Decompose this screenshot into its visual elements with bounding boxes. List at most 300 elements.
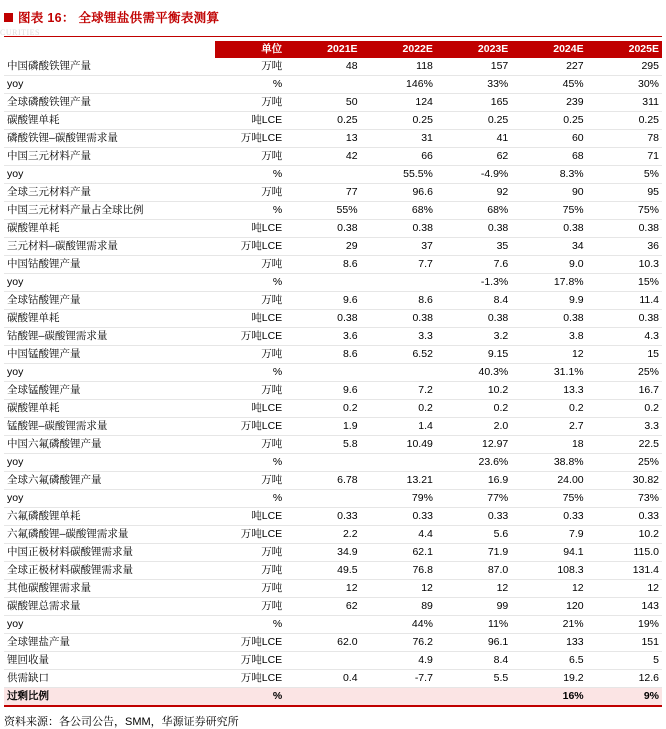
row-value: 8.6 bbox=[285, 256, 360, 274]
row-value: 55% bbox=[285, 202, 360, 220]
table-row bbox=[4, 400, 662, 418]
row-value: 49.5 bbox=[285, 562, 360, 580]
row-value: 21% bbox=[511, 616, 586, 634]
row-unit: 万吨 bbox=[215, 382, 285, 400]
row-value: 0.2 bbox=[285, 400, 360, 418]
table-row bbox=[4, 220, 662, 238]
row-value: 4.4 bbox=[361, 526, 436, 544]
row-value: 2.2 bbox=[285, 526, 360, 544]
row-value: 0.33 bbox=[285, 508, 360, 526]
table-row bbox=[4, 184, 662, 202]
row-unit: % bbox=[215, 688, 285, 706]
row-value: 13 bbox=[285, 130, 360, 148]
table-row bbox=[4, 292, 662, 310]
row-value: 96.1 bbox=[436, 634, 511, 652]
table-row bbox=[4, 238, 662, 256]
row-value: 11.4 bbox=[587, 292, 662, 310]
row-value: 10.2 bbox=[436, 382, 511, 400]
row-value: 12.97 bbox=[436, 436, 511, 454]
table-row bbox=[4, 688, 662, 706]
row-value bbox=[361, 274, 436, 292]
row-value: 8.6 bbox=[285, 346, 360, 364]
row-value: 151 bbox=[587, 634, 662, 652]
row-value: 16.9 bbox=[436, 472, 511, 490]
row-value: 3.2 bbox=[436, 328, 511, 346]
table-row bbox=[4, 508, 662, 526]
row-value: 34.9 bbox=[285, 544, 360, 562]
row-label: 全球六氟磷酸锂产量 bbox=[4, 472, 215, 490]
figure-title-wrap bbox=[0, 0, 666, 32]
source-note: 资料来源：各公司公告，SMM，华源证券研究所 bbox=[4, 716, 239, 728]
row-value: 5.8 bbox=[285, 436, 360, 454]
row-value: 10.3 bbox=[587, 256, 662, 274]
row-label: 碳酸锂单耗 bbox=[4, 112, 215, 130]
table-row bbox=[4, 310, 662, 328]
page-title: 图表 16： 全球锂盐供需平衡表测算 bbox=[18, 11, 220, 25]
row-value: 8.6 bbox=[361, 292, 436, 310]
row-value: 41 bbox=[436, 130, 511, 148]
row-value: 66 bbox=[361, 148, 436, 166]
row-value: 5% bbox=[587, 166, 662, 184]
row-unit: 万吨 bbox=[215, 580, 285, 598]
row-label: 全球三元材料产量 bbox=[4, 184, 215, 202]
table-row bbox=[4, 562, 662, 580]
row-unit: % bbox=[215, 364, 285, 382]
row-value bbox=[285, 166, 360, 184]
table-row bbox=[4, 346, 662, 364]
row-value: 239 bbox=[511, 94, 586, 112]
row-value: 0.38 bbox=[511, 310, 586, 328]
col-header-2022e: 2022E bbox=[361, 41, 436, 58]
table-row bbox=[4, 670, 662, 688]
row-value: 31.1% bbox=[511, 364, 586, 382]
table-bottom-divider bbox=[4, 706, 662, 707]
row-value: 55.5% bbox=[361, 166, 436, 184]
row-label: 供需缺口 bbox=[4, 670, 215, 688]
row-value: 9.15 bbox=[436, 346, 511, 364]
row-value: 5.5 bbox=[436, 670, 511, 688]
row-value: 10.2 bbox=[587, 526, 662, 544]
table-row bbox=[4, 526, 662, 544]
row-value: 0.25 bbox=[587, 112, 662, 130]
row-unit: 万吨 bbox=[215, 148, 285, 166]
row-value: 38.8% bbox=[511, 454, 586, 472]
row-value: 15% bbox=[587, 274, 662, 292]
row-value: 5.6 bbox=[436, 526, 511, 544]
row-unit: 万吨 bbox=[215, 544, 285, 562]
row-value: 48 bbox=[285, 58, 360, 76]
row-value: 227 bbox=[511, 58, 586, 76]
row-label: 中国六氟磷酸锂产量 bbox=[4, 436, 215, 454]
row-value: 133 bbox=[511, 634, 586, 652]
row-label: 过剩比例 bbox=[4, 688, 215, 706]
row-unit: 吨LCE bbox=[215, 220, 285, 238]
table-row bbox=[4, 130, 662, 148]
row-value: -1.3% bbox=[436, 274, 511, 292]
row-label: yoy bbox=[4, 616, 215, 634]
table-row bbox=[4, 598, 662, 616]
row-label: 中国三元材料产量 bbox=[4, 148, 215, 166]
row-value: 0.2 bbox=[511, 400, 586, 418]
row-value: 13.3 bbox=[511, 382, 586, 400]
row-value: 13.21 bbox=[361, 472, 436, 490]
row-label: 中国锰酸锂产量 bbox=[4, 346, 215, 364]
table-row bbox=[4, 202, 662, 220]
row-unit: 万吨LCE bbox=[215, 634, 285, 652]
table-row bbox=[4, 544, 662, 562]
row-value: 12 bbox=[285, 580, 360, 598]
row-value: 0.38 bbox=[361, 220, 436, 238]
row-unit: 万吨 bbox=[215, 184, 285, 202]
col-header-unit: 单位 bbox=[215, 41, 285, 58]
row-value: 62 bbox=[436, 148, 511, 166]
table-body bbox=[4, 58, 662, 706]
row-value: 143 bbox=[587, 598, 662, 616]
table-row bbox=[4, 580, 662, 598]
table-header-row bbox=[4, 41, 662, 58]
table-row bbox=[4, 382, 662, 400]
row-unit: 万吨 bbox=[215, 292, 285, 310]
row-unit: 吨LCE bbox=[215, 112, 285, 130]
table-row bbox=[4, 472, 662, 490]
row-value: 120 bbox=[511, 598, 586, 616]
row-unit: % bbox=[215, 454, 285, 472]
row-value: 12 bbox=[511, 580, 586, 598]
row-label: 全球磷酸铁锂产量 bbox=[4, 94, 215, 112]
row-value: 45% bbox=[511, 76, 586, 94]
row-unit: 万吨LCE bbox=[215, 526, 285, 544]
row-value: 0.25 bbox=[285, 112, 360, 130]
row-value: 7.2 bbox=[361, 382, 436, 400]
row-value: 0.38 bbox=[587, 310, 662, 328]
row-value: 42 bbox=[285, 148, 360, 166]
row-unit: 万吨 bbox=[215, 472, 285, 490]
row-value: 0.25 bbox=[361, 112, 436, 130]
row-value bbox=[361, 688, 436, 706]
title-divider bbox=[4, 36, 662, 37]
row-value bbox=[436, 688, 511, 706]
row-value: 77% bbox=[436, 490, 511, 508]
row-unit: 万吨LCE bbox=[215, 130, 285, 148]
row-value: 6.78 bbox=[285, 472, 360, 490]
row-label: 锂回收量 bbox=[4, 652, 215, 670]
row-value bbox=[285, 616, 360, 634]
row-value: 0.2 bbox=[361, 400, 436, 418]
table-row bbox=[4, 616, 662, 634]
table-row bbox=[4, 256, 662, 274]
row-label: 全球锰酸锂产量 bbox=[4, 382, 215, 400]
row-label: 中国钴酸锂产量 bbox=[4, 256, 215, 274]
row-value: 7.9 bbox=[511, 526, 586, 544]
table-row bbox=[4, 436, 662, 454]
row-value: 23.6% bbox=[436, 454, 511, 472]
row-label: 三元材料–碳酸锂需求量 bbox=[4, 238, 215, 256]
row-value: 0.2 bbox=[436, 400, 511, 418]
row-unit: 万吨 bbox=[215, 598, 285, 616]
table-row bbox=[4, 76, 662, 94]
row-value bbox=[285, 364, 360, 382]
table-row bbox=[4, 454, 662, 472]
supply-demand-table bbox=[4, 41, 662, 706]
row-value: 33% bbox=[436, 76, 511, 94]
row-label: yoy bbox=[4, 166, 215, 184]
row-unit: 万吨LCE bbox=[215, 418, 285, 436]
row-value: 124 bbox=[361, 94, 436, 112]
row-value: 8.4 bbox=[436, 292, 511, 310]
row-value: -4.9% bbox=[436, 166, 511, 184]
row-value: 95 bbox=[587, 184, 662, 202]
row-value: 9.6 bbox=[285, 382, 360, 400]
table-row bbox=[4, 328, 662, 346]
row-unit: 万吨LCE bbox=[215, 670, 285, 688]
row-value: 29 bbox=[285, 238, 360, 256]
row-value: 0.2 bbox=[587, 400, 662, 418]
row-value: 4.9 bbox=[361, 652, 436, 670]
row-unit: 万吨 bbox=[215, 346, 285, 364]
row-label: yoy bbox=[4, 490, 215, 508]
row-value bbox=[285, 274, 360, 292]
row-label: 六氟磷酸锂–碳酸锂需求量 bbox=[4, 526, 215, 544]
row-value: 131.4 bbox=[587, 562, 662, 580]
row-value: 19.2 bbox=[511, 670, 586, 688]
row-unit: % bbox=[215, 490, 285, 508]
row-value: 76.8 bbox=[361, 562, 436, 580]
row-value: 8.4 bbox=[436, 652, 511, 670]
row-unit: 万吨 bbox=[215, 562, 285, 580]
row-value: 8.3% bbox=[511, 166, 586, 184]
row-value: 19% bbox=[587, 616, 662, 634]
col-header-label bbox=[4, 41, 215, 58]
row-value: 3.3 bbox=[587, 418, 662, 436]
row-label: 碳酸锂总需求量 bbox=[4, 598, 215, 616]
table-row bbox=[4, 112, 662, 130]
row-value: 2.7 bbox=[511, 418, 586, 436]
table-row bbox=[4, 418, 662, 436]
row-value: 30% bbox=[587, 76, 662, 94]
row-value: 35 bbox=[436, 238, 511, 256]
row-value: 37 bbox=[361, 238, 436, 256]
row-value: 165 bbox=[436, 94, 511, 112]
row-label: yoy bbox=[4, 76, 215, 94]
row-value: 73% bbox=[587, 490, 662, 508]
row-value: 94.1 bbox=[511, 544, 586, 562]
row-value: 24.00 bbox=[511, 472, 586, 490]
row-value: 0.38 bbox=[285, 220, 360, 238]
row-value: 99 bbox=[436, 598, 511, 616]
row-unit: % bbox=[215, 616, 285, 634]
table-row bbox=[4, 490, 662, 508]
row-value: 40.3% bbox=[436, 364, 511, 382]
row-value: 11% bbox=[436, 616, 511, 634]
row-value: 1.4 bbox=[361, 418, 436, 436]
row-value: 0.33 bbox=[587, 508, 662, 526]
row-value: 146% bbox=[361, 76, 436, 94]
row-value: 79% bbox=[361, 490, 436, 508]
row-value: 7.6 bbox=[436, 256, 511, 274]
row-value: 0.25 bbox=[436, 112, 511, 130]
row-value: 62.1 bbox=[361, 544, 436, 562]
row-value: 10.49 bbox=[361, 436, 436, 454]
row-value: 75% bbox=[511, 202, 586, 220]
row-unit: 吨LCE bbox=[215, 400, 285, 418]
row-value bbox=[285, 454, 360, 472]
row-unit: 万吨LCE bbox=[215, 238, 285, 256]
row-value: 36 bbox=[587, 238, 662, 256]
row-value: 311 bbox=[587, 94, 662, 112]
col-header-2023e: 2023E bbox=[436, 41, 511, 58]
row-value: 22.5 bbox=[587, 436, 662, 454]
row-value: 0.38 bbox=[361, 310, 436, 328]
row-label: 磷酸铁锂–碳酸锂需求量 bbox=[4, 130, 215, 148]
row-unit: 万吨 bbox=[215, 58, 285, 76]
row-value: 62 bbox=[285, 598, 360, 616]
row-value: 1.9 bbox=[285, 418, 360, 436]
row-label: 中国磷酸铁锂产量 bbox=[4, 58, 215, 76]
table-row bbox=[4, 166, 662, 184]
table-row bbox=[4, 94, 662, 112]
row-value: 3.6 bbox=[285, 328, 360, 346]
row-unit: % bbox=[215, 166, 285, 184]
row-value: 0.38 bbox=[511, 220, 586, 238]
row-unit: % bbox=[215, 76, 285, 94]
row-value: 157 bbox=[436, 58, 511, 76]
row-label: 全球正极材料碳酸锂需求量 bbox=[4, 562, 215, 580]
row-value: 50 bbox=[285, 94, 360, 112]
row-value: 0.33 bbox=[436, 508, 511, 526]
row-value: 108.3 bbox=[511, 562, 586, 580]
table-row bbox=[4, 58, 662, 76]
row-unit: 万吨 bbox=[215, 436, 285, 454]
row-value: 68% bbox=[361, 202, 436, 220]
row-value bbox=[285, 652, 360, 670]
row-unit: 万吨 bbox=[215, 256, 285, 274]
row-label: 全球钴酸锂产量 bbox=[4, 292, 215, 310]
row-value: 115.0 bbox=[587, 544, 662, 562]
row-label: 全球锂盐产量 bbox=[4, 634, 215, 652]
row-label: 锰酸锂–碳酸锂需求量 bbox=[4, 418, 215, 436]
row-value: 71.9 bbox=[436, 544, 511, 562]
row-value: 78 bbox=[587, 130, 662, 148]
table-row bbox=[4, 364, 662, 382]
row-label: 碳酸锂单耗 bbox=[4, 400, 215, 418]
row-unit: 万吨LCE bbox=[215, 652, 285, 670]
row-value: 0.25 bbox=[511, 112, 586, 130]
row-value: 68% bbox=[436, 202, 511, 220]
row-value: 62.0 bbox=[285, 634, 360, 652]
row-label: 中国正极材料碳酸锂需求量 bbox=[4, 544, 215, 562]
row-value bbox=[285, 688, 360, 706]
row-label: 碳酸锂单耗 bbox=[4, 220, 215, 238]
row-value: 0.38 bbox=[436, 310, 511, 328]
row-label: 其他碳酸锂需求量 bbox=[4, 580, 215, 598]
row-label: 钴酸锂–碳酸锂需求量 bbox=[4, 328, 215, 346]
table-row bbox=[4, 634, 662, 652]
row-value: 118 bbox=[361, 58, 436, 76]
row-unit: 万吨 bbox=[215, 94, 285, 112]
row-value: 0.33 bbox=[511, 508, 586, 526]
row-label: 六氟磷酸锂单耗 bbox=[4, 508, 215, 526]
row-value: 15 bbox=[587, 346, 662, 364]
row-value: 4.3 bbox=[587, 328, 662, 346]
row-value: 0.4 bbox=[285, 670, 360, 688]
row-unit: 吨LCE bbox=[215, 508, 285, 526]
row-value: 9.6 bbox=[285, 292, 360, 310]
row-value: 60 bbox=[511, 130, 586, 148]
row-value: 12.6 bbox=[587, 670, 662, 688]
row-value: 9% bbox=[587, 688, 662, 706]
row-value: 0.33 bbox=[361, 508, 436, 526]
row-value: 12 bbox=[511, 346, 586, 364]
row-value: 68 bbox=[511, 148, 586, 166]
row-value: 71 bbox=[587, 148, 662, 166]
row-value: 25% bbox=[587, 364, 662, 382]
row-value: 3.8 bbox=[511, 328, 586, 346]
row-label: 中国三元材料产量占全球比例 bbox=[4, 202, 215, 220]
row-value: 12 bbox=[436, 580, 511, 598]
row-label: yoy bbox=[4, 454, 215, 472]
row-value: 5 bbox=[587, 652, 662, 670]
col-header-2025e: 2025E bbox=[587, 41, 662, 58]
row-value: 295 bbox=[587, 58, 662, 76]
watermark: CURITIES bbox=[0, 28, 40, 37]
row-value: 7.7 bbox=[361, 256, 436, 274]
row-value: 75% bbox=[587, 202, 662, 220]
bullet-square-icon bbox=[4, 13, 13, 22]
row-value: 90 bbox=[511, 184, 586, 202]
table-row bbox=[4, 274, 662, 292]
col-header-2021e: 2021E bbox=[285, 41, 360, 58]
row-label: 碳酸锂单耗 bbox=[4, 310, 215, 328]
row-value: 18 bbox=[511, 436, 586, 454]
row-value: 6.5 bbox=[511, 652, 586, 670]
row-value: 75% bbox=[511, 490, 586, 508]
row-unit: % bbox=[215, 202, 285, 220]
table-row bbox=[4, 652, 662, 670]
table-row bbox=[4, 148, 662, 166]
row-value: 89 bbox=[361, 598, 436, 616]
row-value: 12 bbox=[587, 580, 662, 598]
row-value: 25% bbox=[587, 454, 662, 472]
row-unit: 吨LCE bbox=[215, 310, 285, 328]
row-value bbox=[285, 490, 360, 508]
row-value: 3.3 bbox=[361, 328, 436, 346]
row-unit: 万吨LCE bbox=[215, 328, 285, 346]
row-value: 2.0 bbox=[436, 418, 511, 436]
row-value: 6.52 bbox=[361, 346, 436, 364]
row-value: 44% bbox=[361, 616, 436, 634]
row-value: 17.8% bbox=[511, 274, 586, 292]
col-header-2024e: 2024E bbox=[511, 41, 586, 58]
row-value: 9.9 bbox=[511, 292, 586, 310]
row-value: 34 bbox=[511, 238, 586, 256]
row-value: 96.6 bbox=[361, 184, 436, 202]
row-value bbox=[285, 76, 360, 94]
row-value: 76.2 bbox=[361, 634, 436, 652]
row-unit: % bbox=[215, 274, 285, 292]
row-value bbox=[361, 454, 436, 472]
row-label: yoy bbox=[4, 274, 215, 292]
row-value: 0.38 bbox=[436, 220, 511, 238]
row-value: 16% bbox=[511, 688, 586, 706]
row-value: 0.38 bbox=[587, 220, 662, 238]
row-value: 31 bbox=[361, 130, 436, 148]
row-value: 0.38 bbox=[285, 310, 360, 328]
row-value: 30.82 bbox=[587, 472, 662, 490]
row-value: 87.0 bbox=[436, 562, 511, 580]
row-value: 9.0 bbox=[511, 256, 586, 274]
row-value: 92 bbox=[436, 184, 511, 202]
row-value: 12 bbox=[361, 580, 436, 598]
